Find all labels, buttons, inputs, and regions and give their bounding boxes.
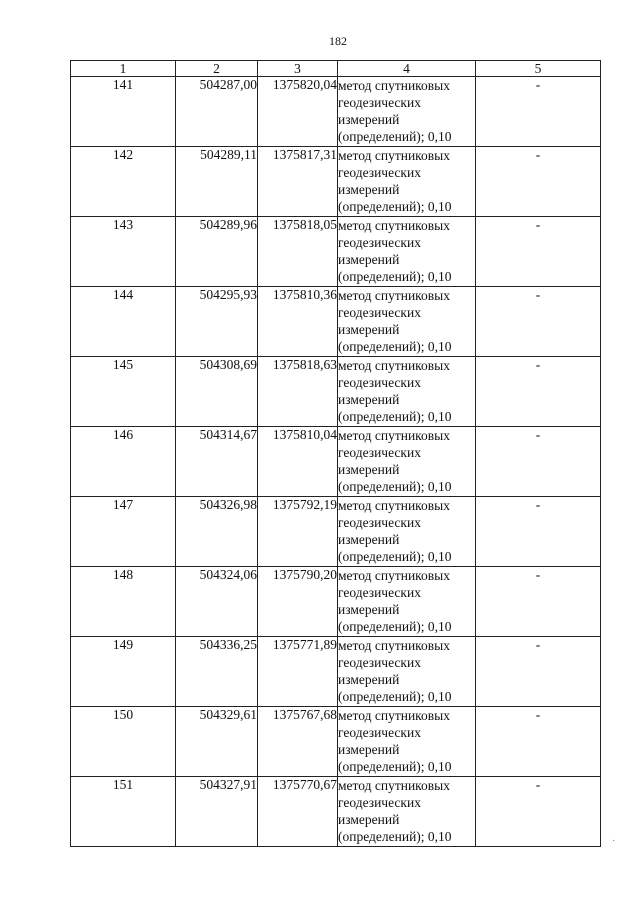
empty-value-dash: - (535, 637, 541, 652)
point-number-cell: 144 (71, 287, 176, 357)
method-line-2: геодезических (338, 795, 421, 810)
y-coordinate-cell: 1375817,31 (258, 147, 338, 217)
method-line-2: геодезических (338, 235, 421, 250)
y-coordinate-cell: 1375818,63 (258, 357, 338, 427)
table-body (71, 77, 601, 847)
x-coordinate-cell: 504336,25 (176, 637, 258, 707)
description-cell (476, 147, 601, 217)
method-line-4: (определений); 0,10 (338, 689, 452, 704)
empty-value-dash: - (535, 427, 541, 442)
method-line-4: (определений); 0,10 (338, 129, 452, 144)
point-number-cell: 146 (71, 427, 176, 497)
x-coordinate-cell: 504314,67 (176, 427, 258, 497)
empty-value-dash: - (535, 497, 541, 512)
y-coordinate-cell: 1375771,89 (258, 637, 338, 707)
method-line-2: геодезических (338, 375, 421, 390)
method-line-1: метод спутниковых (338, 708, 450, 723)
column-header-4: 4 (338, 61, 476, 77)
method-line-4: (определений); 0,10 (338, 829, 452, 844)
margin-mark: · (612, 836, 616, 847)
method-line-3: измерений (338, 112, 400, 127)
method-line-1: метод спутниковых (338, 288, 450, 303)
method-line-3: измерений (338, 392, 400, 407)
page-number: 182 (329, 34, 347, 48)
empty-value-dash: - (535, 357, 541, 372)
description-cell (476, 567, 601, 637)
method-cell (338, 217, 476, 287)
method-cell (338, 497, 476, 567)
description-cell (476, 707, 601, 777)
table-row (71, 427, 601, 497)
table-row (71, 217, 601, 287)
column-header-3: 3 (258, 61, 338, 77)
point-number-cell: 142 (71, 147, 176, 217)
method-cell (338, 287, 476, 357)
description-cell (476, 637, 601, 707)
description-cell (476, 777, 601, 847)
method-line-3: измерений (338, 742, 400, 757)
point-number-cell: 150 (71, 707, 176, 777)
method-line-2: геодезических (338, 515, 421, 530)
empty-value-dash: - (535, 287, 541, 302)
empty-value-dash: - (535, 147, 541, 162)
method-cell (338, 637, 476, 707)
empty-value-dash: - (535, 217, 541, 232)
x-coordinate-cell: 504287,00 (176, 77, 258, 147)
method-cell (338, 777, 476, 847)
method-line-4: (определений); 0,10 (338, 339, 452, 354)
method-line-1: метод спутниковых (338, 78, 450, 93)
x-coordinate-cell: 504327,91 (176, 777, 258, 847)
x-coordinate-cell: 504308,69 (176, 357, 258, 427)
method-line-1: метод спутниковых (338, 428, 450, 443)
x-coordinate-cell: 504289,96 (176, 217, 258, 287)
column-header-2: 2 (176, 61, 258, 77)
point-number-cell: 141 (71, 77, 176, 147)
description-cell (476, 497, 601, 567)
description-cell (476, 287, 601, 357)
method-cell (338, 427, 476, 497)
y-coordinate-cell: 1375790,20 (258, 567, 338, 637)
method-line-4: (определений); 0,10 (338, 269, 452, 284)
table-row (71, 357, 601, 427)
method-line-4: (определений); 0,10 (338, 759, 452, 774)
description-cell (476, 77, 601, 147)
method-cell (338, 567, 476, 637)
table-row (71, 147, 601, 217)
point-number-cell: 149 (71, 637, 176, 707)
y-coordinate-cell: 1375810,04 (258, 427, 338, 497)
table-row (71, 567, 601, 637)
method-line-2: геодезических (338, 165, 421, 180)
table-row (71, 497, 601, 567)
y-coordinate-cell: 1375820,04 (258, 77, 338, 147)
point-number-cell: 145 (71, 357, 176, 427)
method-line-3: измерений (338, 182, 400, 197)
method-line-1: метод спутниковых (338, 218, 450, 233)
method-line-2: геодезических (338, 445, 421, 460)
method-line-3: измерений (338, 602, 400, 617)
point-number-cell: 148 (71, 567, 176, 637)
x-coordinate-cell: 504329,61 (176, 707, 258, 777)
x-coordinate-cell: 504295,93 (176, 287, 258, 357)
point-number-cell: 147 (71, 497, 176, 567)
method-line-4: (определений); 0,10 (338, 619, 452, 634)
method-line-1: метод спутниковых (338, 778, 450, 793)
description-cell (476, 357, 601, 427)
table-row (71, 77, 601, 147)
method-line-2: геодезических (338, 585, 421, 600)
table-row (71, 777, 601, 847)
method-line-3: измерений (338, 672, 400, 687)
method-line-3: измерений (338, 322, 400, 337)
method-line-4: (определений); 0,10 (338, 199, 452, 214)
y-coordinate-cell: 1375810,36 (258, 287, 338, 357)
method-line-3: измерений (338, 532, 400, 547)
y-coordinate-cell: 1375770,67 (258, 777, 338, 847)
method-line-2: геодезических (338, 305, 421, 320)
method-cell (338, 357, 476, 427)
table-row (71, 637, 601, 707)
method-line-1: метод спутниковых (338, 358, 450, 373)
method-cell (338, 147, 476, 217)
x-coordinate-cell: 504326,98 (176, 497, 258, 567)
method-line-1: метод спутниковых (338, 148, 450, 163)
method-line-2: геодезических (338, 655, 421, 670)
y-coordinate-cell: 1375792,19 (258, 497, 338, 567)
method-line-4: (определений); 0,10 (338, 549, 452, 564)
table-row (71, 287, 601, 357)
method-cell (338, 707, 476, 777)
method-line-1: метод спутниковых (338, 568, 450, 583)
point-number-cell: 143 (71, 217, 176, 287)
empty-value-dash: - (535, 707, 541, 722)
empty-value-dash: - (535, 567, 541, 582)
method-cell (338, 77, 476, 147)
method-line-3: измерений (338, 812, 400, 827)
x-coordinate-cell: 504324,06 (176, 567, 258, 637)
method-line-2: геодезических (338, 725, 421, 740)
table-header-row (71, 61, 601, 77)
description-cell (476, 427, 601, 497)
column-header-1: 1 (71, 61, 176, 77)
method-line-4: (определений); 0,10 (338, 409, 452, 424)
method-line-2: геодезических (338, 95, 421, 110)
empty-value-dash: - (535, 77, 541, 92)
point-number-cell: 151 (71, 777, 176, 847)
description-cell (476, 217, 601, 287)
method-line-3: измерений (338, 252, 400, 267)
method-line-4: (определений); 0,10 (338, 479, 452, 494)
method-line-1: метод спутниковых (338, 498, 450, 513)
coordinates-table (70, 60, 601, 847)
x-coordinate-cell: 504289,11 (176, 147, 258, 217)
y-coordinate-cell: 1375767,68 (258, 707, 338, 777)
column-header-5: 5 (476, 61, 601, 77)
method-line-1: метод спутниковых (338, 638, 450, 653)
table-row (71, 707, 601, 777)
y-coordinate-cell: 1375818,05 (258, 217, 338, 287)
method-line-3: измерений (338, 462, 400, 477)
empty-value-dash: - (535, 777, 541, 792)
